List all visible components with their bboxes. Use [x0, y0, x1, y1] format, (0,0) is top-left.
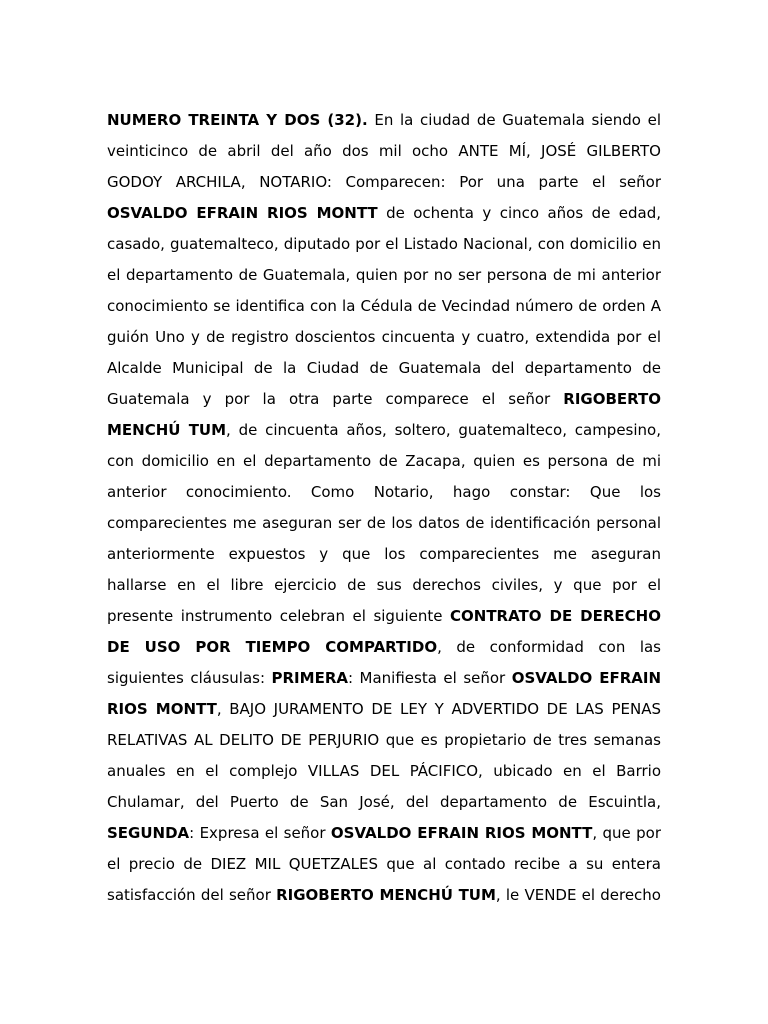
text-line [107, 849, 661, 880]
bold-text-segment: CONTRATO DE DERECHO [450, 607, 661, 625]
text-segment: : Manifiesta el señor [347, 669, 512, 687]
bold-text-segment: DE USO POR TIEMPO COMPARTIDO [107, 638, 438, 656]
bold-text-segment: PRIMERA [271, 669, 348, 687]
text-line [107, 663, 661, 694]
text-segment: , BAJO JURAMENTO DE LEY Y ADVERTIDO DE LAS PENAS [216, 700, 661, 718]
text-line [107, 105, 661, 136]
text-line [107, 818, 661, 849]
bold-text-segment: RIGOBERTO [563, 390, 661, 408]
text-line [107, 260, 661, 291]
bold-text-segment: MENCHÚ TUM [107, 421, 227, 439]
text-line [107, 880, 661, 911]
text-line [107, 353, 661, 384]
text-line [107, 601, 661, 632]
text-segment: conocimiento se identifica con la Cédula de Vecindad número de orden A [107, 297, 661, 315]
text-segment: anuales en el complejo VILLAS DEL PÁCIFICO, ubicado en el Barrio [107, 762, 661, 780]
bold-text-segment: OSVALDO EFRAIN [511, 669, 661, 687]
text-segment: Chulamar, del Puerto de San José, del departamento de Escuintla, [107, 793, 661, 811]
text-segment: Alcalde Municipal de la Ciudad de Guatemala del departamento de [107, 359, 661, 377]
bold-text-segment: RIOS MONTT [107, 700, 217, 718]
text-segment: veinticinco de abril del año dos mil ocho ANTE MÍ, JOSÉ GILBERTO [107, 142, 661, 160]
text-line [107, 384, 661, 415]
text-segment: guión Uno y de registro doscientos cincuenta y cuatro, extendida por el [107, 328, 661, 346]
bold-text-segment: OSVALDO EFRAIN RIOS MONTT [107, 204, 378, 222]
text-segment: el precio de DIEZ MIL QUETZALES que al contado recibe a su entera [107, 855, 661, 873]
text-line [107, 415, 661, 446]
text-segment: , le VENDE el derecho [495, 886, 661, 904]
text-segment: , que por [592, 824, 661, 842]
text-line [107, 539, 661, 570]
text-segment: , de conformidad con las [437, 638, 661, 656]
text-segment: hallarse en el libre ejercicio de sus derechos civiles, y que por el [107, 576, 661, 594]
text-line [107, 508, 661, 539]
text-line [107, 694, 661, 725]
text-segment: , de cincuenta años, soltero, guatemalteco, campesino, [226, 421, 661, 439]
bold-text-segment: RIGOBERTO MENCHÚ TUM [276, 886, 496, 904]
text-line [107, 570, 661, 601]
text-line [107, 787, 661, 818]
text-segment: En la ciudad de Guatemala siendo el [367, 111, 661, 129]
text-segment: Guatemala y por la otra parte comparece el señor [107, 390, 564, 408]
bold-text-segment: NUMERO TREINTA Y DOS (32). [107, 111, 368, 129]
bold-text-segment: SEGUNDA [107, 824, 190, 842]
text-line [107, 322, 661, 353]
text-segment: RELATIVAS AL DELITO DE PERJURIO que es propietario de tres semanas [107, 731, 661, 749]
text-line [107, 756, 661, 787]
text-segment: comparecientes me aseguran ser de los datos de identificación personal [107, 514, 661, 532]
text-line [107, 632, 661, 663]
text-line [107, 167, 661, 198]
text-segment: GODOY ARCHILA, NOTARIO: Comparecen: Por una parte el señor [107, 173, 661, 191]
text-line [107, 136, 661, 167]
document-page [107, 105, 661, 911]
text-line [107, 229, 661, 260]
document-body [107, 105, 661, 911]
text-segment: satisfacción del señor [107, 886, 277, 904]
text-segment: con domicilio en el departamento de Zacapa, quien es persona de mi [107, 452, 661, 470]
text-segment: de ochenta y cinco años de edad, [377, 204, 661, 222]
text-segment: anterior conocimiento. Como Notario, hago constar: Que los [107, 483, 661, 501]
text-line [107, 291, 661, 322]
text-segment: siguientes cláusulas: [107, 669, 272, 687]
text-segment: el departamento de Guatemala, quien por no ser persona de mi anterior [107, 266, 661, 284]
text-line [107, 198, 661, 229]
text-segment: presente instrumento celebran el siguiente [107, 607, 450, 625]
text-segment: : Expresa el señor [189, 824, 331, 842]
text-line [107, 725, 661, 756]
bold-text-segment: OSVALDO EFRAIN RIOS MONTT [330, 824, 593, 842]
text-line [107, 446, 661, 477]
text-segment: casado, guatemalteco, diputado por el Listado Nacional, con domicilio en [107, 235, 661, 253]
text-segment: anteriormente expuestos y que los comparecientes me aseguran [107, 545, 661, 563]
text-line [107, 477, 661, 508]
